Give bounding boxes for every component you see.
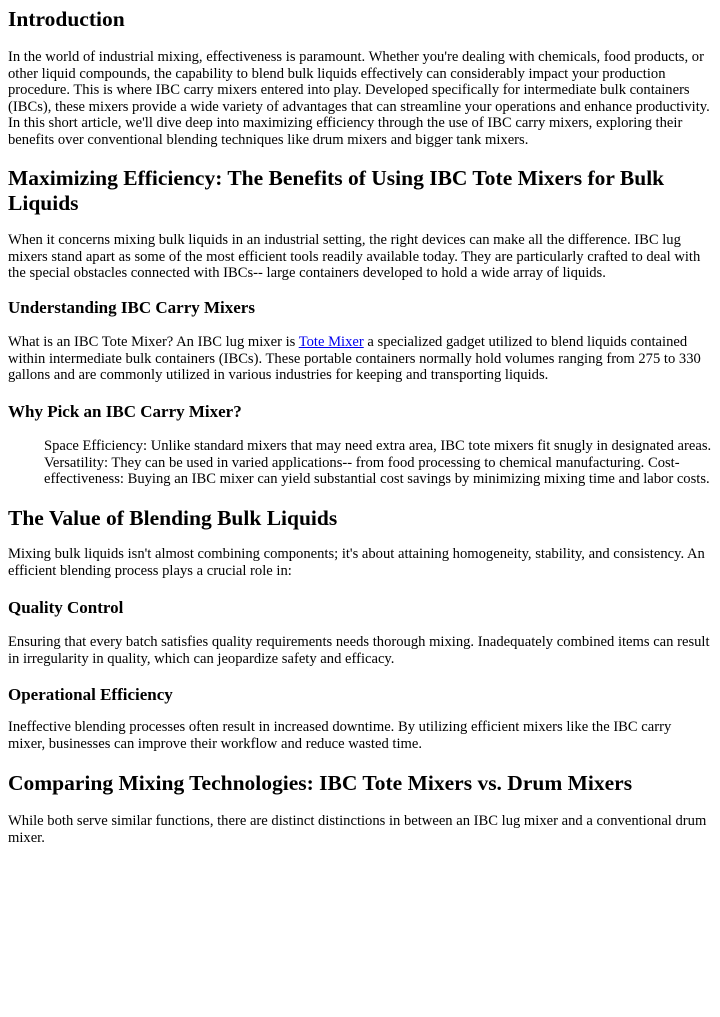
heading-quality-control: Quality Control	[8, 598, 124, 617]
understanding-text-after-link: a specialized gadget utilized to blend liquids contained within intermediate bulk containers (IBCs). These portable containers normally hold volumes ranging from 275 to 330 gallons and are commonly utilized in various industries for keeping and transporting liquids.	[8, 334, 701, 384]
understanding-text-before-link: What is an IBC Tote Mixer? An IBC lug mixer is	[8, 334, 299, 350]
paragraph-operational-efficiency: Ineffective blending processes often result in increased downtime. By utilizing efficient mixers like the IBC carry mixer, businesses can improve their workflow and reduce wasted time.	[8, 719, 672, 752]
paragraph-maximizing-efficiency: When it concerns mixing bulk liquids in an industrial setting, the right devices can make all the difference. IBC lug mixers stand apart as some of the most efficient tools readily available today. They are particularly crafted to deal with the special obstacles connected with IBCs-- large containers developed to hold a wide array of liquids.	[8, 232, 701, 282]
heading-maximizing-efficiency: Maximizing Efficiency: The Benefits of Using IBC Tote Mixers for Bulk Liquids	[8, 166, 665, 215]
paragraph-value-of-blending: Mixing bulk liquids isn't almost combining components; it's about attaining homogeneity, stability, and consistency. An efficient blending process plays a crucial role in:	[8, 546, 705, 579]
paragraph-quality-control: Ensuring that every batch satisfies quality requirements needs thorough mixing. Inadequately combined items can result in irregularity in quality, which can jeopardize safety and efficacy.	[8, 634, 710, 667]
blockquote-why-pick: Space Efficiency: Unlike standard mixers that may need extra area, IBC tote mixers fit snugly in designated areas. Versatility: They can be used in varied applications-- from food processing to chemical manufacturing. Cost-effectiveness: Buying an IBC mixer can yield substantial cost savings by minimizing mixing time and labor costs.	[44, 438, 712, 488]
heading-introduction: Introduction	[8, 7, 125, 31]
heading-comparing-technologies: Comparing Mixing Technologies: IBC Tote Mixers vs. Drum Mixers	[8, 771, 633, 795]
heading-value-of-blending: The Value of Blending Bulk Liquids	[8, 506, 338, 530]
heading-why-pick: Why Pick an IBC Carry Mixer?	[8, 402, 242, 421]
paragraph-introduction: In the world of industrial mixing, effectiveness is paramount. Whether you're dealing with chemicals, food products, or other liquid compounds, the capability to blend bulk liquids effectively can considerably impact your production procedure. This is where IBC carry mixers entered into play. Developed specifically for intermediate bulk containers (IBCs), these mixers provide a wide variety of advantages that can streamline your operations and enhance productivity. In this short article, we'll dive deep into maximizing efficiency through the use of IBC carry mixers, exploring their benefits over conventional blending techniques like drum mixers and bigger tank mixers.	[8, 49, 710, 148]
paragraph-understanding-mixers	[8, 334, 712, 384]
heading-understanding-mixers: Understanding IBC Carry Mixers	[8, 298, 255, 317]
heading-operational-efficiency: Operational Efficiency	[8, 685, 173, 704]
tote-mixer-link[interactable]: Tote Mixer	[298, 334, 364, 350]
paragraph-comparing-technologies: While both serve similar functions, there are distinct distinctions in between an IBC lug mixer and a conventional drum mixer.	[8, 813, 707, 846]
